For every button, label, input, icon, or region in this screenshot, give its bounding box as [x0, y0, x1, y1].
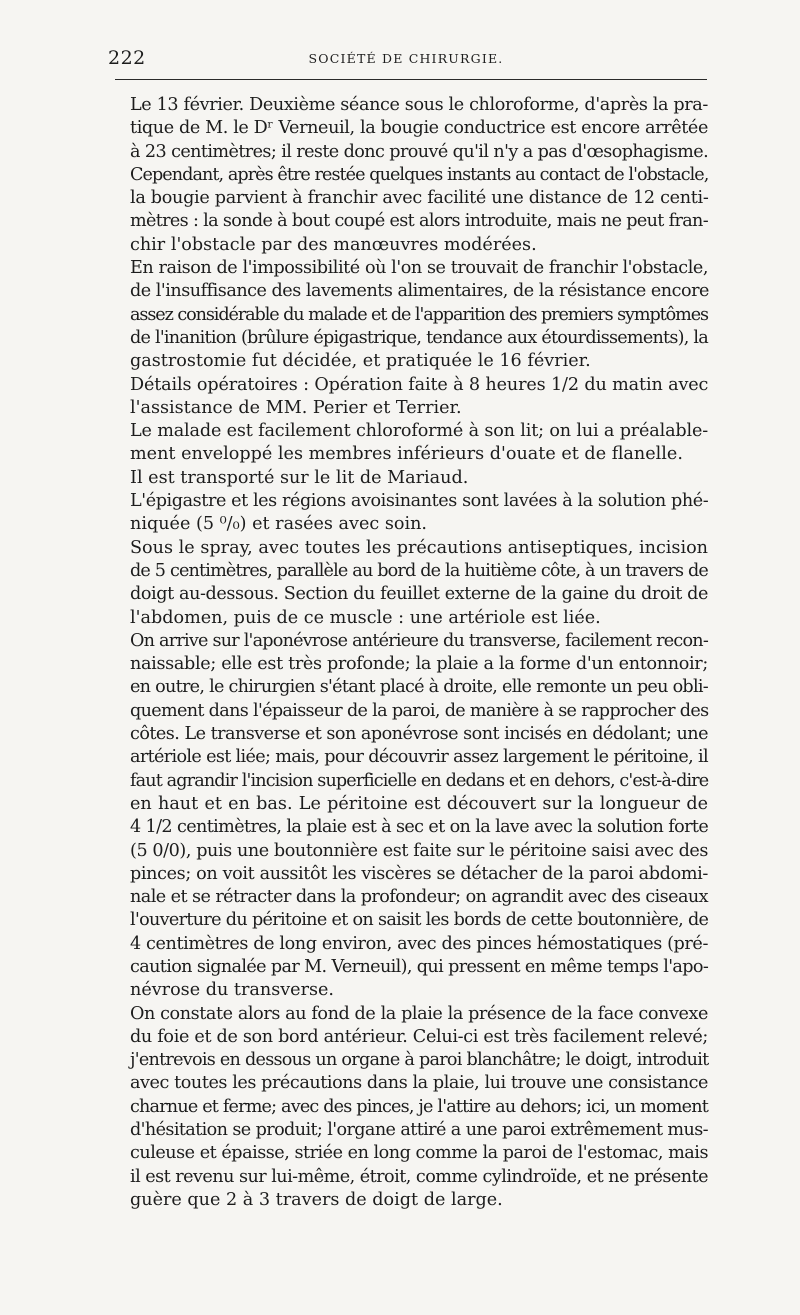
text-line: Détails opératoires : Opération faite à 8 heures 1/2 du matin avec: [130, 374, 709, 395]
text-line: d'hésitation se produit; l'organe attiré a une paroi extrêmement mus-: [130, 1120, 708, 1141]
text-line: en outre, le chirurgien s'étant placé à droite, elle remonte un peu obli-: [130, 677, 708, 698]
text-line: (5 0/0), puis une boutonnière est faite sur le péritoine saisi avec des: [130, 840, 709, 861]
text-line: Sous le spray, avec toutes les précautions antiseptiques, incision: [130, 537, 708, 558]
text-line: charnue et ferme; avec des pinces, je l'attire au dehors; ici, un moment: [130, 1096, 708, 1117]
text-line: En raison de l'impossibilité où l'on se trouvait de franchir l'obstacle,: [130, 258, 708, 279]
text-line: en haut et en bas. Le péritoine est découvert sur la longueur de: [130, 793, 708, 814]
body-text: [108, 94, 708, 1212]
paragraph: [108, 420, 708, 467]
text-line: de l'inanition (brûlure épigastrique, tendance aux étourdissements), la: [130, 327, 708, 348]
paragraph: [108, 490, 708, 537]
text-line: ment enveloppé les membres inférieurs d'ouate et de flanelle.: [130, 444, 683, 465]
paragraph: [108, 164, 708, 257]
text-line: de 5 centimètres, parallèle au bord de la huitième côte, à un travers de: [130, 560, 708, 581]
page-number: 222: [108, 47, 146, 69]
text-line: culeuse et épaisse, striée en long comme la paroi de l'estomac, mais: [130, 1143, 708, 1164]
text-line: naissable; elle est très profonde; la plaie a la forme d'un entonnoir;: [130, 654, 708, 675]
text-line: 4 1/2 centimètres, la plaie est à sec et on la lave avec la solution forte: [130, 817, 709, 838]
text-line: j'entrevois en dessous un organe à paroi blanchâtre; le doigt, introduit: [130, 1050, 709, 1071]
text-line: nale et se rétracter dans la profondeur; on agrandit avec des ciseaux: [130, 887, 709, 908]
paragraph: [108, 94, 708, 164]
paragraph: [108, 374, 708, 421]
text-line: névrose du transverse.: [130, 980, 335, 1001]
text-line: Il est transporté sur le lit de Mariaud.: [130, 467, 469, 488]
paragraph: [108, 630, 708, 1003]
running-title: SOCIÉTÉ DE CHIRURGIE.: [308, 51, 504, 66]
text-line: Cependant, après être restée quelques instants au contact de l'obstacle,: [130, 164, 709, 185]
page-header: [108, 47, 704, 75]
paragraph: [108, 467, 708, 490]
text-line: à 23 centimètres; il reste donc prouvé qu'il n'y a pas d'œsophagisme.: [130, 141, 709, 162]
text-line: chir l'obstacle par des manœuvres modérées.: [130, 234, 537, 255]
text-line: avec toutes les précautions dans la plaie, lui trouve une consistance: [130, 1073, 708, 1094]
paragraph: [108, 1003, 708, 1213]
text-line: caution signalée par M. Verneuil), qui pressent en même temps l'apo-: [130, 956, 709, 977]
paragraph: [108, 257, 708, 373]
text-line: il est revenu sur lui-même, étroit, comme cylindroïde, et ne présente: [130, 1166, 708, 1187]
text-line: quement dans l'épaisseur de la paroi, de manière à se rapprocher des: [130, 700, 709, 721]
text-line: Le malade est facilement chloroformé à son lit; on lui a préalable-: [130, 421, 708, 442]
text-line: guère que 2 à 3 travers de doigt de large.: [130, 1189, 503, 1210]
text-line: du foie et de son bord antérieur. Celui-ci est très facilement relevé;: [130, 1026, 708, 1047]
text-line: l'ouverture du péritoine et on saisit les bords de cette boutonnière, de: [130, 910, 709, 931]
text-line: l'abdomen, puis de ce muscle : une artériole est liée.: [130, 607, 601, 628]
text-line: L'épigastre et les régions avoisinantes sont lavées à la solution phé-: [130, 491, 709, 512]
text-line: Le 13 février. Deuxième séance sous le chloroforme, d'après la pra-: [130, 95, 708, 115]
paragraph: [108, 537, 708, 630]
text-line: artériole est liée; mais, pour découvrir assez largement le péritoine, il: [130, 747, 708, 768]
text-line: la bougie parvient à franchir avec facilité une distance de 12 centi-: [130, 188, 709, 209]
text-line: de l'insuffisance des lavements alimentaires, de la résistance encore: [130, 281, 709, 302]
text-line: doigt au-dessous. Section du feuillet externe de la gaine du droit de: [130, 584, 708, 605]
text-line: faut agrandir l'incision superficielle en dedans et en dehors, c'est-à-dire: [130, 770, 709, 791]
text-line: niquée (5 ⁰/₀) et rasées avec soin.: [130, 514, 428, 535]
text-line: tique de M. le Dʳ Verneuil, la bougie conductrice est encore arrêtée: [130, 118, 708, 139]
text-line: On constate alors au fond de la plaie la présence de la face convexe: [130, 1003, 708, 1024]
text-line: mètres : la sonde à bout coupé est alors introduite, mais ne peut fran-: [130, 211, 708, 232]
text-line: pinces; on voit aussitôt les viscères se détacher de la paroi abdomi-: [130, 863, 708, 884]
text-line: 4 centimètres de long environ, avec des pinces hémostatiques (pré-: [130, 933, 708, 954]
text-line: l'assistance de MM. Perier et Terrier.: [130, 397, 462, 418]
text-line: On arrive sur l'aponévrose antérieure du transverse, facilement recon-: [130, 630, 708, 651]
text-line: assez considérable du malade et de l'apparition des premiers symptômes: [130, 304, 708, 325]
header-rule: [115, 79, 707, 80]
text-line: gastrostomie fut décidée, et pratiquée le 16 février.: [130, 351, 591, 372]
text-line: côtes. Le transverse et son aponévrose sont incisés en dédolant; une: [130, 724, 708, 745]
